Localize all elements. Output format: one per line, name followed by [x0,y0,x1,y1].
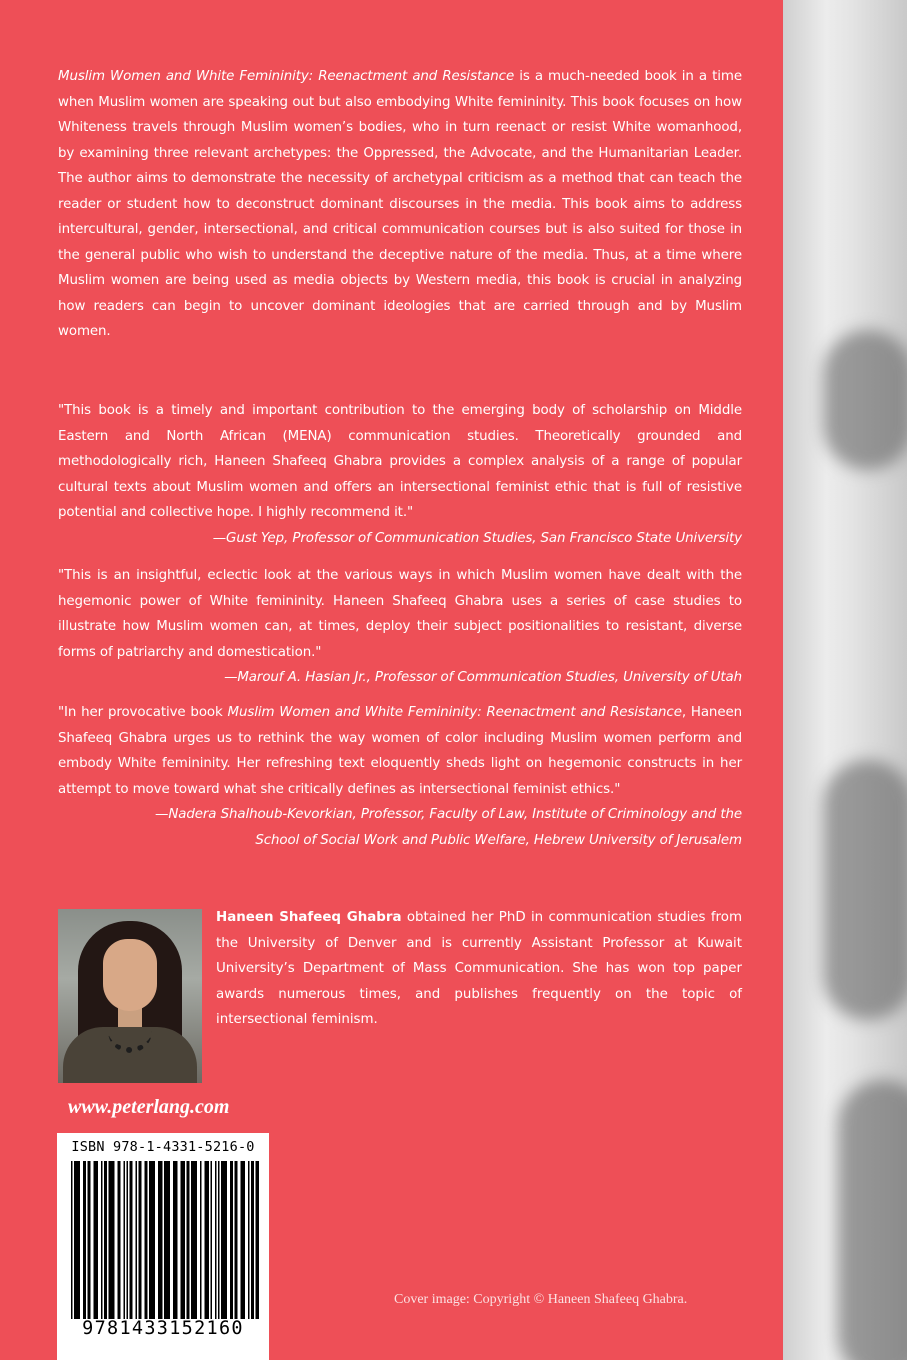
cover-image-strip [783,0,907,1360]
barcode-bar [101,1161,103,1319]
book-title: Muslim Women and White Femininity: Reenactment and Resistance [58,69,515,84]
endorsement-3 [58,700,742,853]
isbn-label: ISBN 978-1-4331-5216-0 [71,1139,255,1155]
author-photo [58,909,202,1083]
barcode-bar [235,1161,238,1319]
barcode-bar [127,1161,129,1319]
description-text: is a much-needed book in a time when Muslim women are speaking out but also embodying White femininity. This book focuses on how Whiteness travels through Muslim women’s bodies, who in turn reenact or resist White womanhood, by examining three relevant archetypes: the Oppressed, the Advocate, and the Humanitarian Leader. The author aims to demonstrate the necessity of archetypal criticism as a method that can teach the reader or student how to deconstruct dominant discourses in the media. This book aims to address intercultural, gender, intersectional, and critical communication courses but is also suited for those in the general public who wish to understand the deceptive nature of the media. Thus, at a time where Muslim women are being used as media objects by Western media, this book is crucial in analyzing how readers can begin to uncover dominant ideologies that are carried through and by Muslim women. [58,69,742,339]
endorsement-text-after: , Haneen Shafeeq Ghabra urges us to rethink the way women of color including Muslim women perform and embody White femininity. Her refreshing text eloquently sheds light on hegemonic constructs in her attempt to move toward what she critically defines as intersectional feminist ethics." [58,705,742,797]
barcode-bar [173,1161,178,1319]
barcode-bar [118,1161,121,1319]
barcode-bar [104,1161,107,1319]
barcode-bar [205,1161,210,1319]
barcode-bar [74,1161,80,1319]
author-bio-text: obtained her PhD in communication studies from the University of Denver and is currently Assistant Professor at Kuwait University’s Department of Mass Communication. She has won top paper awards numerous times, and publishes frequently on the topic of intersectional feminism. [216,910,742,1027]
publisher-website: www.peterlang.com [68,1096,230,1118]
barcode-bar [241,1161,246,1319]
barcode-bars [69,1161,261,1319]
barcode-bar [251,1161,254,1319]
barcode-bar [124,1161,126,1319]
barcode-bar [221,1161,227,1319]
barcode-bar [149,1161,155,1319]
barcode-bar [71,1161,73,1319]
barcode-bar [187,1161,190,1319]
endorsement-1 [58,398,742,551]
barcode-bar [181,1161,186,1319]
barcode-bar [164,1161,170,1319]
isbn-barcode [57,1133,269,1360]
barcode-bar [211,1161,213,1319]
barcode-bar [158,1161,163,1319]
author-bio [216,905,742,1033]
barcode-bar [130,1161,133,1319]
endorsement-text: "This is an insightful, eclectic look at the various ways in which Muslim women have dealt with the hegemonic power of White femininity. Haneen Shafeeq Ghabra uses a series of case studies to illustrate how Muslim women can, at times, deploy their subject positionalities to resistant, diverse forms of patriarchy and domestication." [58,568,742,660]
barcode-bar [136,1161,138,1319]
endorsement-text: "This book is a timely and important contribution to the emerging body of scholarship on Middle Eastern and North African (MENA) communication studies. Theoretically grounded and methodologically rich, Haneen Shafeeq Ghabra provides a complex analysis of a range of popular cultural texts about Muslim women and offers an intersectional feminist ethic that is full of resistive potential and collective hope. I highly recommend it." [58,403,742,520]
endorsement-attribution-cont: School of Social Work and Public Welfare, Hebrew University of Jerusalem [255,832,742,848]
barcode-bar [83,1161,86,1319]
barcode-bar [139,1161,142,1319]
endorsement-attribution: —Marouf A. Hasian Jr., Professor of Communication Studies, University of Utah [224,670,742,685]
endorsement-text-before: "In her provocative book [58,705,228,720]
barcode-bar [145,1161,148,1319]
barcode-bar [248,1161,250,1319]
book-description [58,64,742,345]
barcode-bar [230,1161,233,1319]
barcode-bar [218,1161,220,1319]
isbn-digits: 9781433152160 [82,1318,244,1339]
cover-credit: Cover image: Copyright © Haneen Shafeeq Ghabra. [394,1292,688,1307]
endorsement-attribution: —Gust Yep, Professor of Communication Studies, San Francisco State University [212,530,742,546]
book-title: Muslim Women and White Femininity: Reenactment and Resistance [227,705,682,720]
barcode-bar [256,1161,260,1319]
barcode-bar [200,1161,202,1319]
author-name: Haneen Shafeeq Ghabra [216,910,402,925]
barcode-bar [215,1161,217,1319]
endorsement-2 [58,563,742,691]
endorsement-attribution: —Nadera Shalhoub-Kevorkian, Professor, Faculty of Law, Institute of Criminology and the [155,807,742,822]
barcode-bar [109,1161,115,1319]
barcode-bar [191,1161,197,1319]
barcode-bar [88,1161,91,1319]
barcode-bar [94,1161,99,1319]
